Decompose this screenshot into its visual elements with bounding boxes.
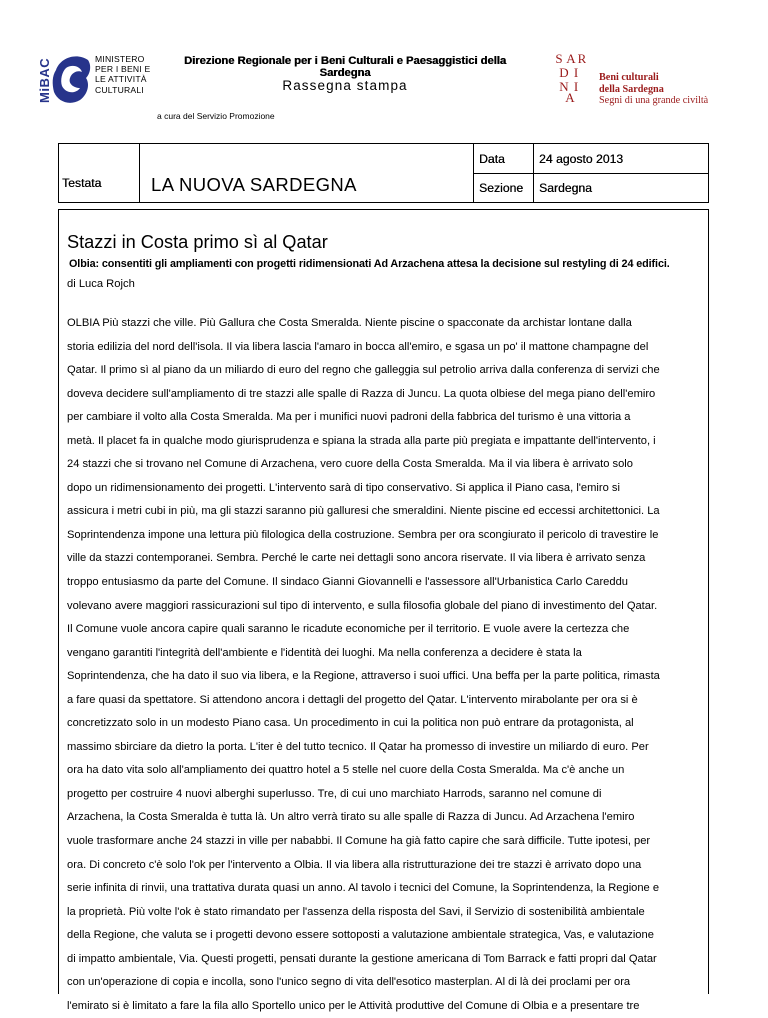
body-line: serie infinita di rinvii, una trattativa durata quasi un anno. Al tavolo i tecnici del Comune, la Soprintendenza, la Regione e bbox=[67, 882, 660, 895]
body-line: vuole trasformare anche 24 stazzi in ville per nababbi. Il Comune ha già fatto capire che sarà difficile. Tutte ipotesi, per bbox=[67, 835, 651, 848]
sardinia-line-1: Beni culturali bbox=[599, 72, 659, 83]
body-line: con un'operazione di copia e incolla, sono l'unico segno di vita dell'esotico masterplan. Al di là dei proclami per ora bbox=[67, 976, 631, 989]
sezione-value: Sardegna bbox=[539, 181, 592, 195]
sardinia-line-2: della Sardegna bbox=[599, 83, 664, 95]
sardinia-line-3: Segni di una grande civiltà bbox=[599, 95, 709, 106]
sardinia-letter: I bbox=[573, 79, 579, 94]
body-line: ora. Di concreto c'è solo l'ok per l'intervento a Olbia. Il via libera alla ristrutturazione dei tre stazzi è arrivato dopo una bbox=[67, 858, 642, 871]
body-line: progetto per costruire 4 nuovi alberghi superlusso. Tre, di cui uno marchiato Harrods, saranno nel comune di bbox=[67, 787, 602, 800]
body-line: per cambiare il volto alla Costa Smeralda. Ma per i munifici nuovi padroni della fabbrica del turismo è una vittoria a bbox=[67, 411, 631, 424]
body-line: a fare quasi da spettatore. Si attendono ancora i dettagli del progetto del Qatar. L'intervento mirabolante per ora si è bbox=[67, 693, 638, 706]
body-line: 24 stazzi che si trovano nel Comune di Arzachena, vero cuore della Costa Smeralda. Ma il via libera è arrivato solo bbox=[67, 458, 633, 471]
body-line: della Regione, che valuta se i progetti devono essere sottoposti a valutazione ambientale strategica, Vas, e valutazione bbox=[67, 929, 654, 942]
data-value: 24 agosto 2013 bbox=[539, 152, 624, 166]
testata-value: LA NUOVA SARDEGNA bbox=[151, 174, 357, 195]
body-line: Arzachena, la Costa Smeralda è tutta là. Un altro verrà tirato su alle spalle di Razza di Juncu. Ad Arzachena l'emiro bbox=[67, 811, 635, 824]
body-line: dopo un ridimensionamento dei progetti. L'intervento sarà di tipo conservativo. Si applica il Piano casa, l'emiro si bbox=[67, 481, 620, 494]
ministry-name bbox=[95, 54, 150, 95]
body-line: la proprietà. Più volte l'ok è stato rimandato per l'assenza della risposta del Savi, il Servizio di sostenibilità ambientale bbox=[67, 905, 645, 918]
body-line: Soprintendenza impone una lettura più filologica della costruzione. Sembra per ora scongiurato il pericolo di travestire le bbox=[67, 528, 659, 541]
body-line: di impatto ambientale, Via. Questi progetti, pensati durante la gestione americana di Tom Barrack e fatti propri dal Qatar bbox=[67, 952, 657, 965]
body-line: ville da stazzi contemporanei. Sembra. Perché le carte nei dettagli sono ancora riservate. Il via libera è arrivato senza bbox=[67, 552, 646, 565]
body-line: metà. Il placet fa in qualche modo giurisprudenza e spiana la strada alla parte più pregiata e impattante dell'intervento, i bbox=[67, 434, 656, 447]
article-box bbox=[58, 209, 709, 1012]
sardinia-letter: D bbox=[559, 65, 569, 80]
sezione-label: Sezione bbox=[479, 181, 524, 195]
body-line: ora ha dato vita solo all'ampliamento dei quattro hotel a 5 stelle nel cuore della Costa Smeralda. Ma c'è anche un bbox=[67, 764, 625, 777]
body-line: volevano avere maggiori rassicurazioni sul tipo di intervento, e sulla filosofia globale del piano di investimento del Qatar. bbox=[67, 599, 658, 612]
table-divider bbox=[473, 173, 708, 174]
body-line: massimo sbirciare da dietro la porta. L'iter è del tutto tecnico. Il Qatar ha promesso di investire un miliardo di euro. Per bbox=[67, 740, 649, 753]
data-label: Data bbox=[479, 152, 505, 166]
testata-label: Testata bbox=[62, 176, 102, 190]
ministry-line-1: MINISTERO bbox=[95, 54, 145, 64]
ministry-line-3: LE ATTIVITÀ bbox=[95, 74, 147, 85]
body-line: assicura i metri cubi in più, ma gli stazzi saranno più galluresi che smeraldini. Niente piscine ed eccessi architettonici. La bbox=[67, 505, 660, 518]
article-subtitle: Olbia: consentiti gli ampliamenti con progetti ridimensionati Ad Arzachena attesa la decisione sul restyling di 24 edifici. bbox=[69, 258, 670, 270]
body-line: troppo entusiasmo da parte del Comune. Il sindaco Gianni Giovannelli e l'assessore all'Urbanistica Carlo Careddu bbox=[67, 576, 628, 589]
a-cura-note: a cura del Servizio Promozione bbox=[157, 111, 275, 121]
sardinia-letter: A bbox=[566, 51, 576, 66]
body-line: storia edilizia del nord dell'isola. Il via libera lascia l'amaro in bocca all'emiro, e sgasa un po' il mattone champagne del bbox=[67, 340, 649, 353]
body-line: Soprintendenza, che ha dato il suo via libera, e la Regione, attraverso i suoi uffici. Una beffa per la parte politica, rimasta bbox=[67, 670, 660, 683]
ministry-logo bbox=[36, 48, 156, 108]
body-line: Il Comune vuole ancora capire quali saranno le ricadute economiche per il territorio. E vuole avere la certezza che bbox=[67, 623, 630, 636]
article-author: di Luca Rojch bbox=[67, 278, 135, 290]
mibac-vertical-text: MiBAC bbox=[37, 57, 52, 103]
direzione-heading: Direzione Regionale per i Beni Culturali e Paesaggistici della Sardegna bbox=[183, 55, 507, 79]
body-line: vengano garantiti l'integrità dell'ambiente e l'identità dei luoghi. Ma nella conferenza a decidere è stata la bbox=[67, 646, 582, 659]
rassegna-stampa-title: Rassegna stampa bbox=[282, 78, 408, 93]
body-line: OLBIA Più stazzi che ville. Più Gallura che Costa Smeralda. Niente piscine o spacconate da archistar lontane dalla bbox=[67, 317, 632, 329]
sardinia-letter: N bbox=[559, 79, 569, 94]
table-divider bbox=[139, 144, 140, 202]
sardinia-letter: I bbox=[573, 65, 579, 80]
sardinia-logo-icon bbox=[552, 51, 586, 103]
mibac-emblem-icon bbox=[36, 48, 94, 108]
sardinia-letter: A bbox=[565, 90, 575, 103]
sardinia-letter: S bbox=[555, 51, 563, 66]
body-line: l'emirato si è limitato a fare la fila allo Sportello unico per le Attività produttive del Comune di Olbia e a presentare tre bbox=[67, 999, 640, 1012]
sardinia-letter: R bbox=[577, 51, 586, 66]
metadata-table bbox=[58, 143, 709, 203]
body-line: doveva decidere sull'ampliamento di tre stazzi alle spalle di Razza di Juncu. La quota olbiese del mega piano dell'emiro bbox=[67, 387, 656, 400]
article-title: Stazzi in Costa primo sì al Qatar bbox=[67, 232, 328, 252]
beni-culturali-sardegna-text bbox=[599, 72, 708, 107]
article-body bbox=[67, 312, 707, 1018]
body-line: concretizzato solo in un modesto Piano casa. Un procedimento in cui la politica non può entrare da protagonista, al bbox=[67, 717, 634, 730]
body-line: Qatar. Il primo sì al piano da un miliardo di euro del regno che galleggia sul petrolio arriva dalla conferenza di servizi che bbox=[67, 364, 660, 377]
ministry-line-2: PER I BENI E bbox=[95, 64, 151, 75]
ministry-line-4: CULTURALI bbox=[95, 84, 144, 95]
